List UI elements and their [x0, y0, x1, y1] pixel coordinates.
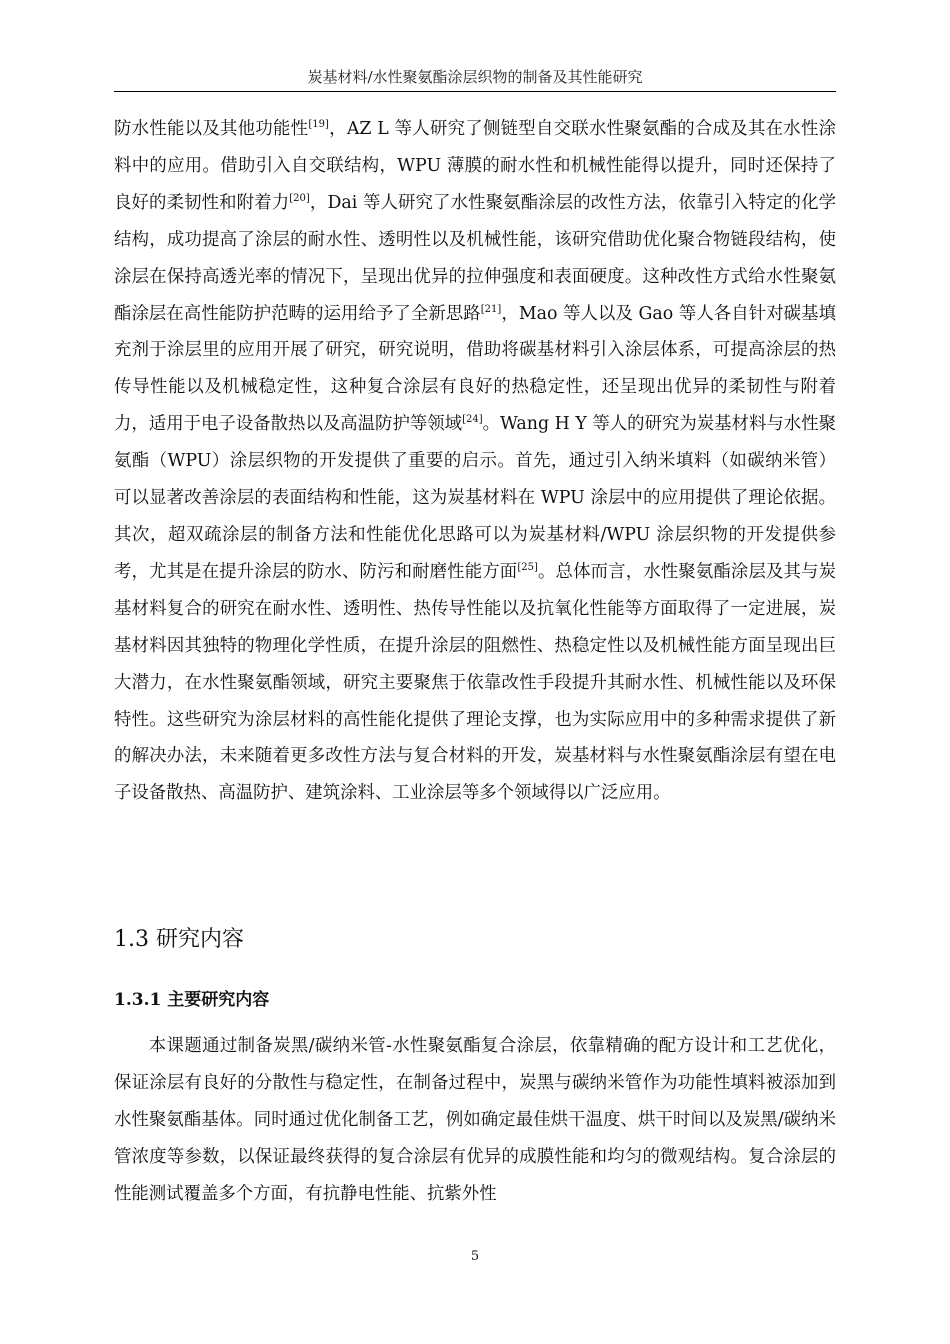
citation: [19] — [308, 119, 329, 130]
subsection-heading: 1.3.1 主要研究内容 — [114, 990, 270, 1010]
body-paragraph — [114, 111, 836, 812]
header-rule — [114, 91, 836, 92]
running-header: 炭基材料/水性聚氨酯涂层织物的制备及其性能研究 — [307, 68, 643, 86]
paragraph-text: ，Mao 等人以及 Gao 等人各自针对碳基填充剂于涂层里的应用开展了研究，研究说明，借助将碳基材料引入涂层体系，可提高涂层的热传导性能以及机械稳定性，这种复合涂层有良好的热稳定性，还呈现出优异的柔韧性与附着力，适用于电子设备散热以及高温防护等领域 — [114, 303, 836, 435]
paragraph-text: ，Dai 等人研究了水性聚氨酯涂层的改性方法，依靠引入特定的化学结构，成功提高了涂层的耐水性、透明性以及机械性能，该研究借助优化聚合物链段结构，使涂层在保持高透光率的情况下，呈现出优异的拉伸强度和表面硬度。这种改性方式给水性聚氨酯涂层在高性能防护范畴的运用给予了全新思路 — [114, 192, 836, 324]
section-heading: 1.3 研究内容 — [114, 927, 244, 952]
citation: [21] — [480, 303, 502, 315]
citation: [20] — [289, 192, 310, 204]
citation: [24] — [462, 414, 483, 426]
paragraph-text: 防水性能以及其他功能性 — [114, 119, 309, 139]
page-number: 5 — [470, 1249, 480, 1264]
paragraph-text: ，AZ L 等人研究了侧链型自交联水性聚氨酯的合成及其在水性涂料中的应用。借助引入自交联结构，WPU 薄膜的耐水性和机械性能得以提升，同时还保持了良好的柔韧性和附着力 — [114, 119, 836, 213]
paragraph-text: 。总体而言，水性聚氨酯涂层及其与炭基材料复合的研究在耐水性、透明性、热传导性能以及抗氧化性能等方面取得了一定进展，炭基材料因其独特的物理化学性质，在提升涂层的阻燃性、热稳定性以及机械性能方面呈现出巨大潜力，在水性聚氨酯领域，研究主要聚焦于依靠改性手段提升其耐水性、机械性能以及环保特性。这些研究为涂层材料的高性能化提供了理论支撑，也为实际应用中的多种需求提供了新的解决办法，未来随着更多改性方法与复合材料的开发，炭基材料与水性聚氨酯涂层有望在电子设备散热、高温防护、建筑涂料、工业涂层等多个领域得以广泛应用。 — [114, 561, 836, 804]
citation: [25] — [517, 561, 538, 573]
body-paragraph-2: 本课题通过制备炭黑/碳纳米管-水性聚氨酯复合涂层，依靠精确的配方设计和工艺优化，保证涂层有良好的分散性与稳定性，在制备过程中，炭黑与碳纳米管作为功能性填料被添加到水性聚氨酯基体。同时通过优化制备工艺，例如确定最佳烘干温度、烘干时间以及炭黑/碳纳米管浓度等参数，以保证最终获得的复合涂层有优异的成膜性能和均匀的微观结构。复合涂层的性能测试覆盖多个方面，有抗静电性能、抗紫外性 — [114, 1036, 836, 1204]
paragraph-text: 。Wang H Y 等人的研究为炭基材料与水性聚氨酯（WPU）涂层织物的开发提供了重要的启示。首先，通过引入纳米填料（如碳纳米管）可以显著改善涂层的表面结构和性能，这为炭基材料在 WPU 涂层中的应用提供了理论依据。其次，超双疏涂层的制备方法和性能优化思路可以为炭基材料/WPU 涂层织物的开发提供参考，尤其是在提升涂层的防水、防污和耐磨性能方面 — [114, 414, 836, 582]
